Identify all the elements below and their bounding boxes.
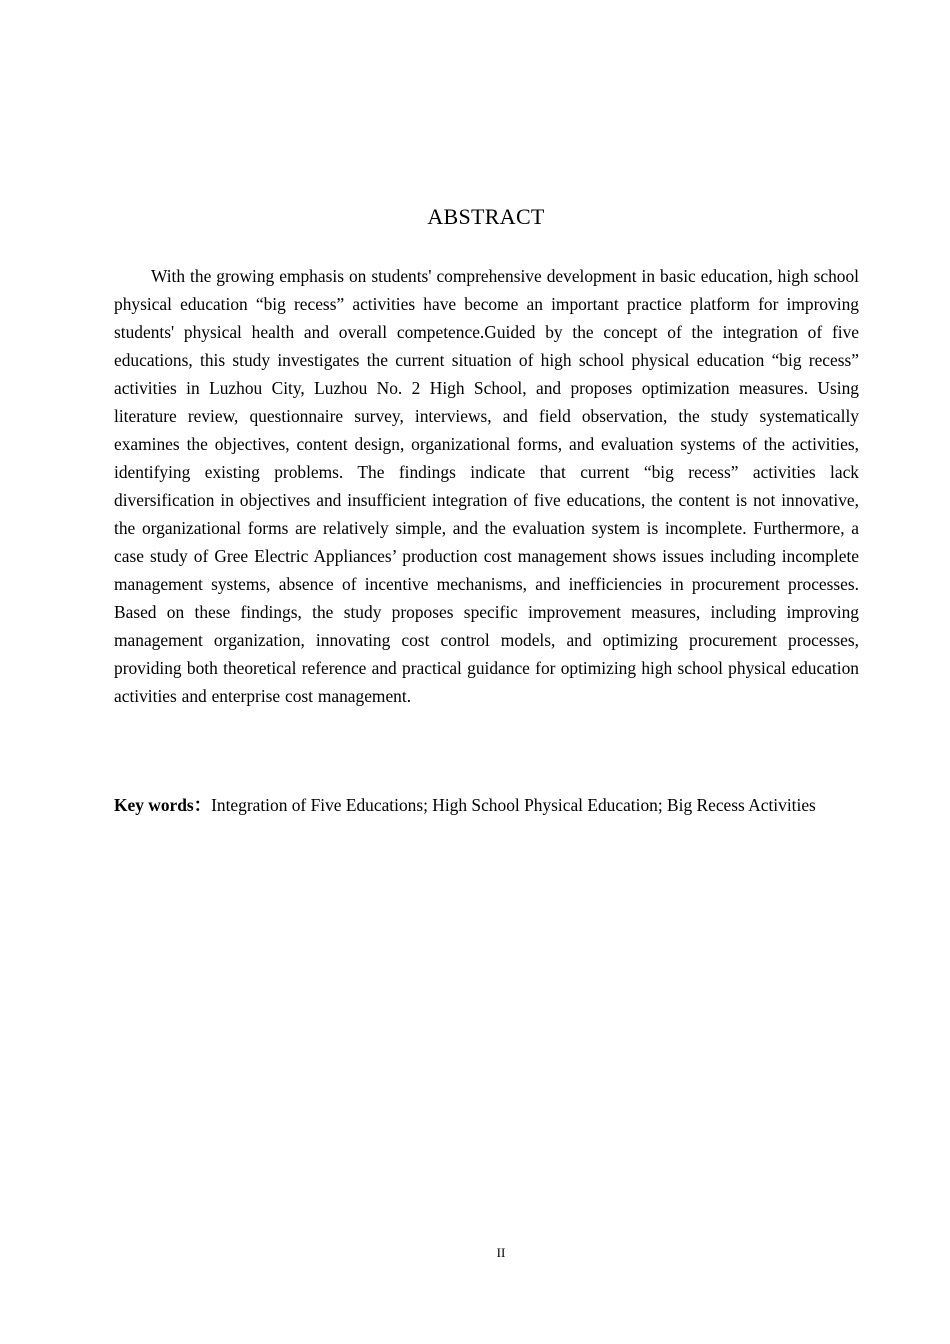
keywords-label: Key words： <box>114 795 212 815</box>
page-number: II <box>496 1245 506 1260</box>
keywords-paragraph <box>114 791 859 819</box>
abstract-title: ABSTRACT <box>427 204 545 229</box>
abstract-body: With the growing emphasis on students' comprehensive development in basic education, high school physical education “big recess” activities have become an important practice platform for improving students' physical health and overall competence.Guided by the concept of the integration of five educations, this study investigates the current situation of high school physical education “big recess” activities in Luzhou City, Luzhou No. 2 High School, and proposes optimization measures. Using literature review, questionnaire survey, interviews, and field observation, the study systematically examines the objectives, content design, organizational forms, and evaluation systems of the activities, identifying existing problems. The findings indicate that current “big recess” activities lack diversification in objectives and insufficient integration of five educations, the content is not innovative, the organizational forms are relatively simple, and the evaluation system is incomplete. Furthermore, a case study of Gree Electric Appliances’ production cost management shows issues including incomplete management systems, absence of incentive mechanisms, and inefficiencies in procurement processes. Based on these findings, the study proposes specific improvement measures, including improving management organization, innovating cost control models, and optimizing procurement processes, providing both theoretical reference and practical guidance for optimizing high school physical education activities and enterprise cost management. <box>114 266 859 706</box>
keywords-text: Integration of Five Educations; High School Physical Education; Big Recess Activities <box>211 795 816 815</box>
